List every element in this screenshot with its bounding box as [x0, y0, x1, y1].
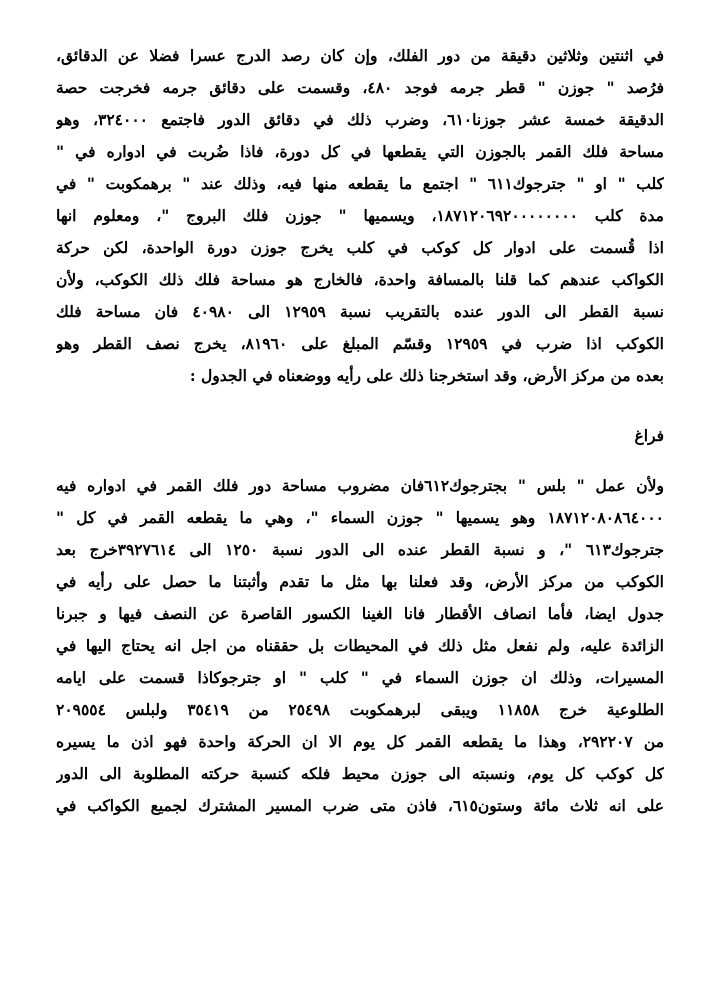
paragraph-line: الطلوعية خرج ١١٨٥٨ ويبقى لبرهمكوبت ٢٥٤٩٨ من ٣٥٤١٩ ولبلس ٢٠٩٥٥٤	[56, 700, 664, 719]
paragraph-1	[56, 40, 664, 392]
paragraph-line: مساحة فلك القمر بالجوزن التي يقطعها في كل دورة، فاذا ضُربت في ادواره في "	[56, 142, 664, 161]
paragraph-line: الكواكب عندهم كما قلنا بالمسافة واحدة، فالخارج هو مساحة فلك ذلك الكوكب، ولأن	[56, 270, 664, 289]
paragraph-line: في اثنتين وثلاثين دقيقة من دور الفلك، وإن كان رصد الدرج عسرا فضلا عن الدقائق،	[56, 46, 664, 65]
paragraph-line: من ٢٩٢٢٠٧، وهذا ما يقطعه القمر كل يوم الا ان الحركة واحدة فهو اذن ما يسيره	[56, 732, 664, 751]
paragraph-line: جترجوك٦١٣ "، و نسبة القطر عنده الى الدور نسبة ١٢٥٠ الى ٣٩٢٧٦١٤خرج بعد	[56, 540, 664, 559]
paragraph-line: فرُصد " جوزن " قطر جرمه فوجد ٤٨٠، وقسمت على دقائق جرمه فخرجت حصة	[56, 78, 664, 97]
paragraph-line: الزائدة عليه، ولم نفعل مثل ذلك في المحيطات بل حققناه من اجل انه يحتاج اليها في	[56, 636, 664, 655]
paragraph-line: الكوكب اذا ضرب في ١٢٩٥٩ وقسّم المبلغ على ٨١٩٦٠، يخرج نصف القطر وهو	[56, 334, 664, 353]
paragraph-line: الدقيقة خمسة عشر جوزنا٦١٠، وضرب ذلك في دقائق الدور فاجتمع ٣٢٤٠٠٠، وهو	[56, 110, 664, 129]
paragraph-line: ١٨٧١٢٠٨٠٨٦٤٠٠٠ وهو يسميها " جوزن السماء "، وهي ما يقطعه القمر في كل "	[56, 508, 664, 527]
paragraph-line: المسيرات، وذلك ان جوزن السماء في " كلب " او جترجوكاذا قسمت على ايامه	[56, 668, 664, 687]
paragraph-line: جدول ايضا، فأما انصاف الأقطار فانا الغينا الكسور القاصرة عن النصف فيها و جبرنا	[56, 604, 664, 623]
paragraph-line: كل كوكب كل يوم، ونسبته الى جوزن محيط فلكه كنسبة حركته المطلوبة الى الدور	[56, 764, 664, 783]
section-heading: فراغ	[634, 426, 664, 445]
paragraph-line: على انه ثلاث مائة وستون٦١٥، فاذن متى ضرب المسير المشترك لجميع الكواكب في	[56, 796, 664, 815]
paragraph-line: بعده من مركز الأرض، وقد استخرجنا ذلك على رأيه ووضعناه في الجدول :	[189, 366, 664, 385]
paragraph-line: نسبة القطر الى الدور عنده بالتقريب نسبة ١٢٩٥٩ الى ٤٠٩٨٠ فان مساحة فلك	[56, 302, 664, 321]
paragraph-line: كلب " او " جترجوك٦١١ " اجتمع ما يقطعه منها فيه، وذلك عند " برهمكوبت " في	[56, 174, 664, 193]
paragraph-line: اذا قُسمت على ادوار كل كوكب في كلب يخرج جوزن دورة الواحدة، لكن حركة	[56, 238, 664, 257]
paragraph-line: مدة كلب ١٨٧١٢٠٦٩٢٠٠٠٠٠٠٠٠، ويسميها " جوزن فلك البروج "، ومعلوم انها	[56, 206, 664, 225]
paragraph-2	[56, 470, 664, 822]
spacer	[56, 452, 664, 470]
paragraph-line: الكوكب من مركز الأرض، وقد فعلنا بها مثل ما تقدم وأثبتنا ما حصل على رأيه في	[56, 572, 664, 591]
paragraph-line: ولأن عمل " بلس " بجترجوك٦١٢فان مضروب مساحة دور فلك القمر في ادواره فيه	[56, 476, 664, 495]
spacer	[56, 392, 664, 420]
